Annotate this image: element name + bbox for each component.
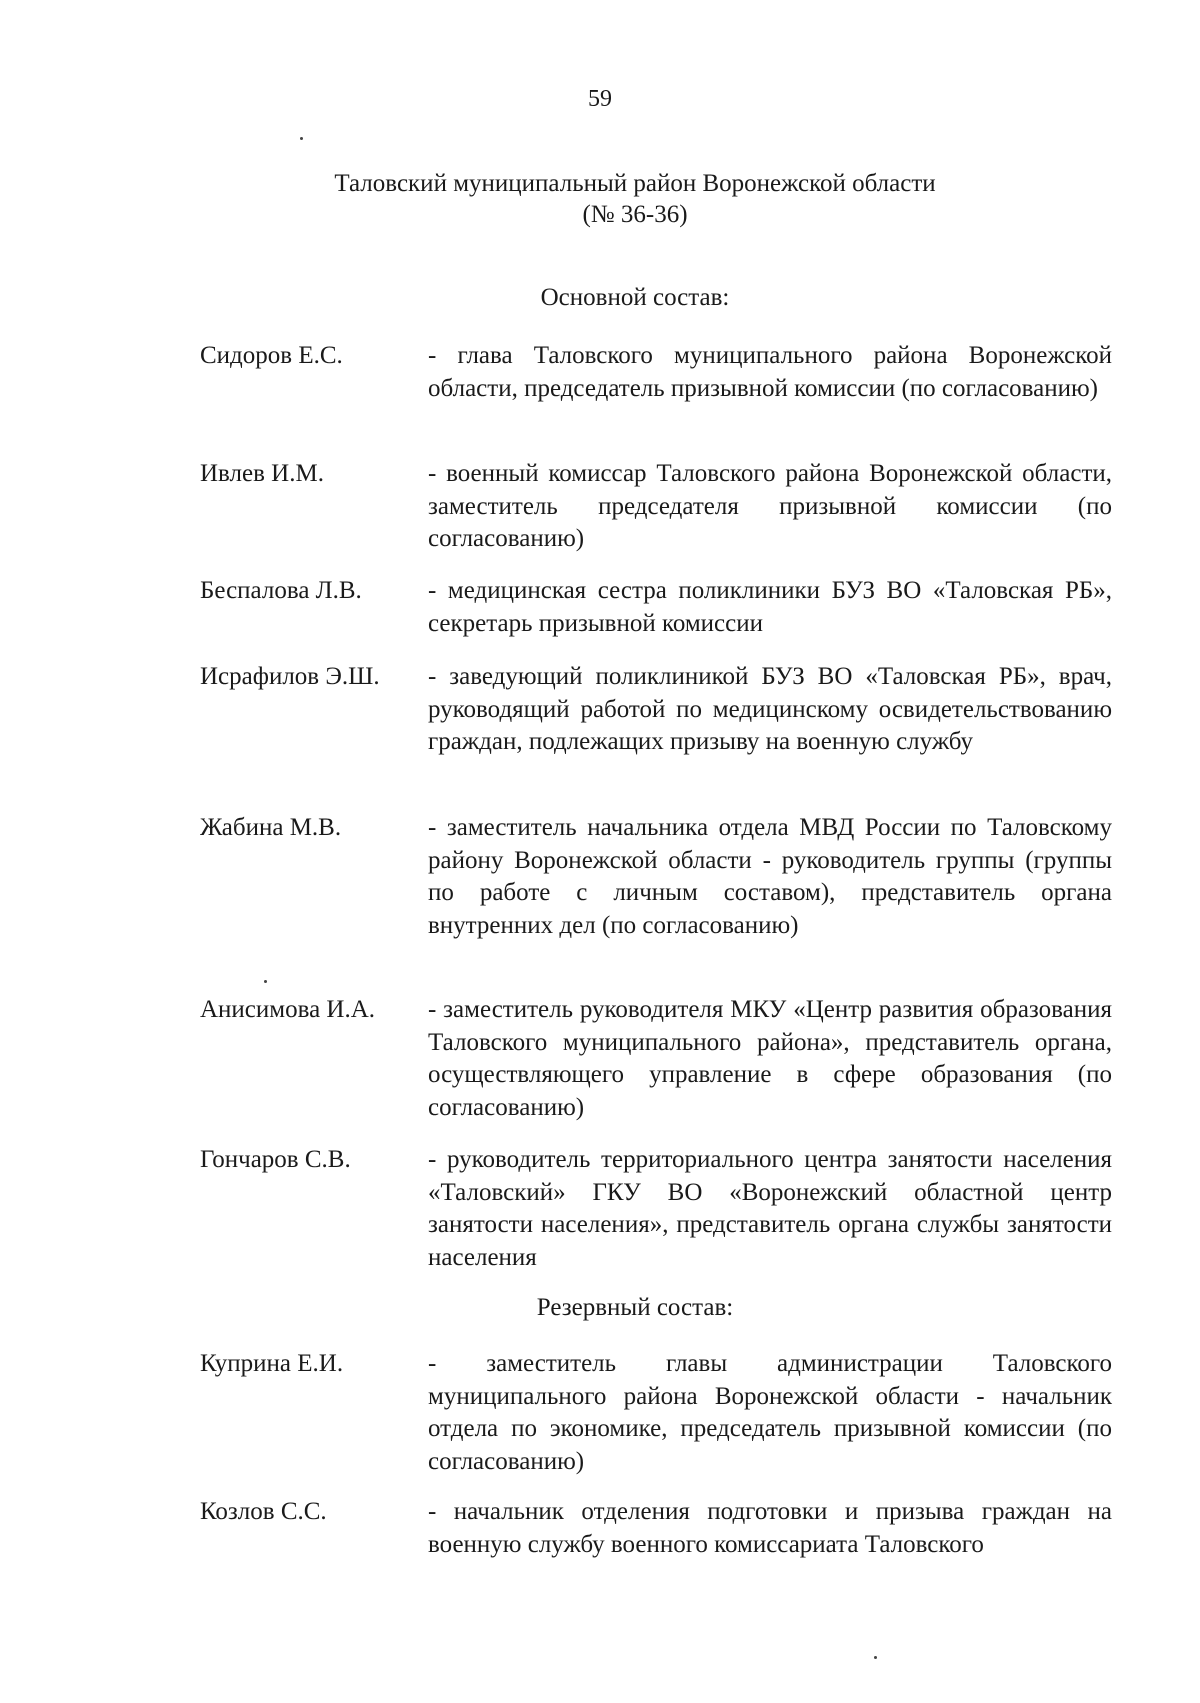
member-name: Исрафилов Э.Ш. (200, 663, 380, 690)
member-name: Ивлев И.М. (200, 460, 324, 487)
main-composition-heading: Основной состав: (540, 284, 730, 311)
member-role: - глава Таловского муниципального района Воронежской области, председатель призывной комиссии (по согласованию) (428, 342, 1112, 402)
title-line-1: Таловский муниципальный район Воронежской области (334, 170, 936, 197)
member-name: Сидоров Е.С. (200, 342, 343, 369)
member-name: Жабина М.В. (200, 814, 342, 841)
scan-speck (874, 1656, 877, 1659)
reserve-composition-heading: Резервный состав: (536, 1294, 734, 1321)
document-title (200, 168, 1070, 230)
member-name: Анисимова И.А. (200, 996, 376, 1023)
member-name: Козлов С.С. (200, 1498, 327, 1525)
member-role: - медицинская сестра поликлиники БУЗ ВО «Таловская РБ», секретарь призывной комиссии (428, 577, 1112, 637)
member-role: - заместитель начальника отдела МВД России по Таловскому району Воронежской области - руководитель группы (группы по работе с личным составом), представитель органа внутренних дел (по согласованию) (428, 814, 1112, 939)
member-name: Беспалова Л.В. (200, 577, 362, 604)
scan-speck (300, 137, 303, 140)
page-number: 59 (588, 86, 612, 112)
member-role: - начальник отделения подготовки и призыва граждан на военную службу военного комиссариата Таловского (428, 1498, 1112, 1558)
member-role: - заместитель главы администрации Таловского муниципального района Воронежской области - начальник отдела по экономике, председатель призывной комиссии (по согласованию) (428, 1350, 1112, 1475)
member-role: - заведующий поликлиникой БУЗ ВО «Таловская РБ», врач, руководящий работой по медицинскому освидетельствованию граждан, подлежащих призыву на военную службу (428, 663, 1112, 755)
member-role: - заместитель руководителя МКУ «Центр развития образования Таловского муниципального района», представитель органа, осуществляющего управление в сфере образования (по согласованию) (428, 996, 1112, 1121)
title-line-2: (№ 36-36) (582, 201, 688, 228)
member-role: - руководитель территориального центра занятости населения «Таловский» ГКУ ВО «Воронежский областной центр занятости населения», представитель органа службы занятости населения (428, 1146, 1112, 1271)
member-role: - военный комиссар Таловского района Воронежской области, заместитель председателя призывной комиссии (по согласованию) (428, 460, 1112, 552)
member-name: Гончаров С.В. (200, 1146, 351, 1173)
member-name: Куприна Е.И. (200, 1350, 344, 1377)
scan-speck (264, 980, 267, 983)
